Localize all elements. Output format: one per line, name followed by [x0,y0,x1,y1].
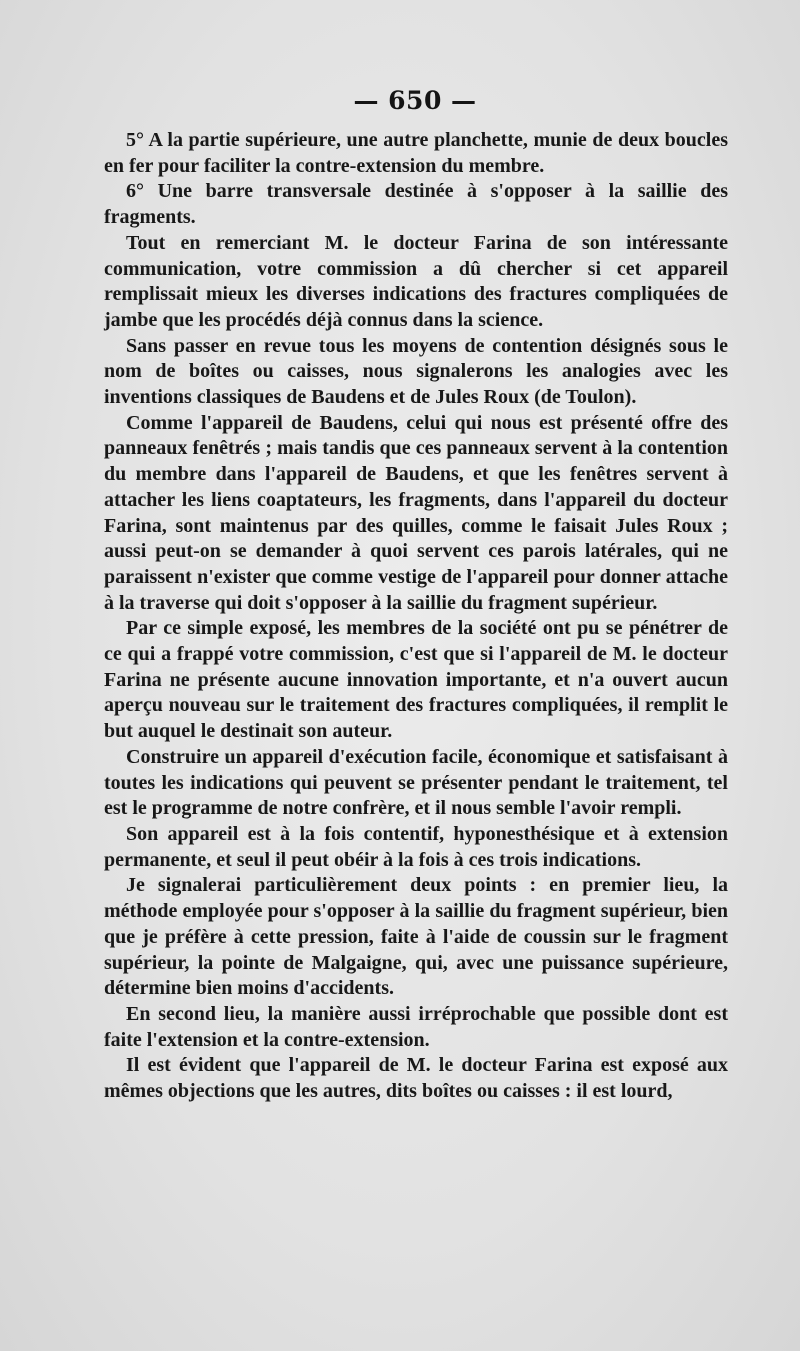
paragraph-two-points: Je signalerai particulièrement deux points : en premier lieu, la méthode employée pour s'opposer à la saillie du fragment supérieur, bien que je préfère à cette pression, faite à l'aide de coussin sur le fragment supérieur, la pointe de Malgaigne, qui, avec une puissance supérieure, détermine bien moins d'accidents. [104,874,728,1000]
paragraph-baudens-comparison: Comme l'appareil de Baudens, celui qui nous est présenté offre des panneaux fenêtrés ; mais tandis que ces panneaux servent à la contention du membre dans l'appareil de Baudens, et que les fenêtres servent à attacher les liens coaptateurs, les fragments, dans l'appareil du docteur Farina, sont maintenus par des quilles, comme le faisait Jules Roux ; aussi peut-on se demander à quoi servent ces parois latérales, qui ne paraissent n'exister que comme vestige de l'appareil pour donner attache à la traverse qui doit s'opposer à la saillie du fragment supérieur. [104,411,728,614]
paragraph-commission-check: Tout en remerciant M. le docteur Farina de son intéressante communication, votre commission a dû chercher si cet appareil remplissait mieux les diverses indications des fractures compliquées de jambe que les procédés déjà connus dans la science. [104,231,728,331]
paragraph-program: Construire un appareil d'exécution facile, économique et satisfaisant à toutes les indications qui peuvent se présenter pendant le traitement, tel est le programme de notre confrère, et il nous semble l'avoir rempli. [104,745,728,820]
body-text [104,128,728,1105]
paragraph-simple-expose: Par ce simple exposé, les membres de la société ont pu se pénétrer de ce qui a frappé votre commission, c'est que si l'appareil de M. le docteur Farina ne présente aucune innovation importante, et n'a ouvert aucun aperçu nouveau sur le traitement des fractures compliquées, il remplit le but auquel le destinait son auteur. [104,617,728,743]
paragraph-apparatus-features: Son appareil est à la fois contentif, hyponesthésique et à extension permanente, et seul il peut obéir à la fois à ces trois indications. [104,822,728,871]
paragraph-second-point: En second lieu, la manière aussi irréprochable que possible dont est faite l'extension et la contre-extension. [104,1002,728,1051]
paragraph-item-5: 5° A la partie supérieure, une autre planchette, munie de deux boucles en fer pour faciliter la contre-extension du membre. [104,129,728,177]
paragraph-item-6: 6° Une barre transversale destinée à s'opposer à la saillie des fragments. [104,180,728,229]
page-number: — 650 — [353,86,477,115]
paragraph-objections: Il est évident que l'appareil de M. le docteur Farina est exposé aux mêmes objections que les autres, dits boîtes ou caisses : il est lourd, [104,1054,728,1103]
paragraph-analogies: Sans passer en revue tous les moyens de contention désignés sous le nom de boîtes ou caisses, nous signalerons les analogies avec les inventions classiques de Baudens et de Jules Roux (de Toulon). [104,334,728,409]
